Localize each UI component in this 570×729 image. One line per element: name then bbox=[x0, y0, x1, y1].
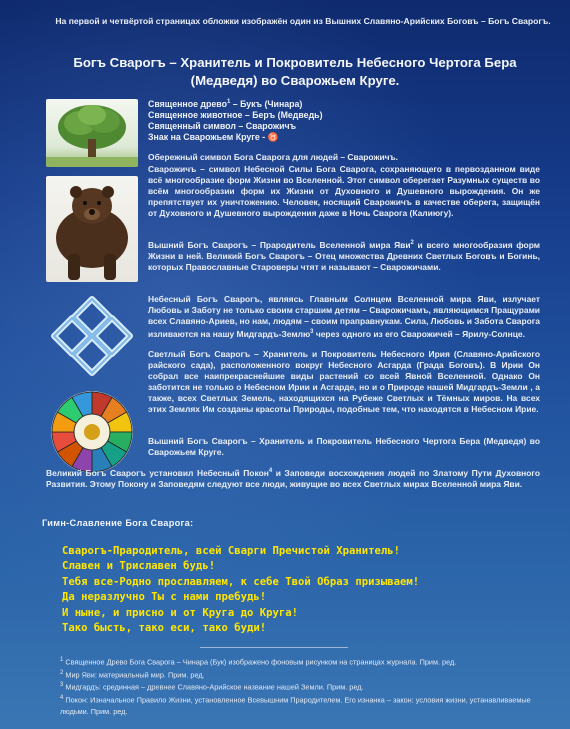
footnote-divider bbox=[200, 647, 348, 648]
intro-text: На первой и четвёртой страницах обложки изображён один из Вышних Славяно-Арийских Боговъ – Богъ Сварогъ. bbox=[55, 16, 551, 26]
tree-image bbox=[46, 99, 138, 167]
hymn-line: И ныне, и присно и от Круга до Круга! bbox=[62, 606, 298, 619]
paragraph-progenitor: Вышний Богъ Сварогъ – Прародитель Вселенной мира Яви$^2$ и всего многообразия форм Жизни в ней. Великий Богъ Сварогъ – Отец множества Древних Светлых Боговъ и Богинь, которых Православные Староверы чтят и называют – Сварожичами. bbox=[148, 239, 540, 272]
hymn-line: Славен и Триславен будь! bbox=[62, 560, 216, 573]
paragraph-iriy-keeper: Светлый Богъ Сварогъ – Хранитель и Покровитель Небесного Ирия (Славяно-Арийского райского сада), расположенного вокруг Небесного Асгарда (Града Боговъ). В Ирии Он собрал все наипрекраснейшие виды растений со всей Явной Вселенной. Однако Он заботится не только о Небесном Ирии и Асгарде, но и о Природе нашей Мидгардъ-Земли , а также, всех Светлых Земель, находящихся на Рубеже Светлых и Тёмных миров. На всех этих Землях Им созданы красоты Природы, подобные тем, что находятся в Небесном Ирие. bbox=[148, 349, 540, 414]
hymn-heading: Гимн-Славление Бога Сварога: bbox=[42, 518, 194, 528]
svarog-circle-wheel-icon bbox=[50, 390, 134, 474]
footnote: $^2$ Мир Яви: материальный мир. Прим. ред. bbox=[60, 669, 205, 680]
footnote: $^4$ Покон: Изначальное Правило Жизни, установленное Всевышним Прародителем. Его изнанка – закон: условия жизни, устанавливаемые людьми. Прим. ред. bbox=[60, 695, 531, 716]
paragraph-chertog-keeper: Вышний Богъ Сварогъ – Хранитель и Покровитель Небесного Чертога Бера (Медведя) во Сварожьем Круге. bbox=[148, 436, 540, 457]
paragraph-pokon: Великий Богъ Сварогъ установил Небесный Покон$^4$ и Заповеди восхождения людей по Златому Пути Духовного Развития. Этому Покону и Заповедям следуют все люди, живущие во всех Светлых мирах Вселенной мира Яви. bbox=[46, 467, 540, 489]
svarozhich-symbol-icon bbox=[48, 293, 136, 379]
hymn-line: Да неразлучно Ты с нами пребудь! bbox=[62, 591, 267, 604]
hymn-verses bbox=[62, 544, 542, 636]
page-title: Богъ Сварогъ – Хранитель и Покровитель Небесного Чертога Бера (Медведя) во Сварожьем Круге. bbox=[73, 55, 517, 88]
attribute-row: Священное животное – Беръ (Медведь) bbox=[148, 109, 323, 120]
paragraph-svarozhich: Сварожичъ – символ Небесной Силы Бога Сварога, сохраняющего в первозданном виде всё многообразие форм Жизни во Вселенной. Этот символ оберегает Разумных существ во всём многообразии форм их Жизни от Духовного и Душевного вырождения. Он же препятствует их уничтожению. Человек, носящий Сварожичъ в качестве оберега, защищён от Духовного и Душевного вырождения даже в Ночь Сварога (Калиюгу). bbox=[148, 164, 540, 218]
attribute-row: Священное древо$^1$ – Букъ (Чинара) bbox=[148, 98, 303, 109]
hymn-line: Тако бысть, тако еси, тако буди! bbox=[62, 622, 267, 635]
paragraph-amulet-title: Обережный символ Бога Сварога для людей – Сварожичъ. bbox=[148, 152, 399, 162]
footnotes bbox=[60, 655, 550, 717]
attribute-row: Знак на Сварожьем Круге - ♉ bbox=[148, 131, 279, 142]
footnote: $^3$ Мидгардъ: срединная – древнее Славяно-Арийское название нашей Земли. Прим. ред. bbox=[60, 682, 364, 692]
attribute-row: Священный символ – Сварожичъ bbox=[148, 120, 297, 131]
paragraph-main-sun: Небесный Богъ Сварогъ, являясь Главным Солнцем Вселенной мира Яви, излучает Любовь и Заботу не только своим старшим детям – Сварожичамъ, являющимся Пращурами всех Славяно-Ариев, но нам, людям – своим праправнукам. Сила, Любовь и Забота Сварога изливаются на нашу Мидгардъ-Землю$^3$ через одного из его Сварожичей – Ярилу-Солнце. bbox=[148, 294, 540, 339]
attributes-list bbox=[148, 97, 448, 143]
hymn-line: Сварогъ-Прародитель, всей Сварги Пречистой Хранитель! bbox=[62, 545, 401, 557]
taurus-sign-icon: ♉ bbox=[267, 131, 279, 142]
footnote: $^1$ Священное Древо Бога Сварога – Чинара (Бук) изображено фоновым рисунком на страницах журнала. Прим. ред. bbox=[60, 657, 457, 667]
bear-image bbox=[46, 176, 138, 282]
hymn-line: Тебя все-Родно прославляем, к себе Твой Образ призываем! bbox=[62, 575, 420, 588]
